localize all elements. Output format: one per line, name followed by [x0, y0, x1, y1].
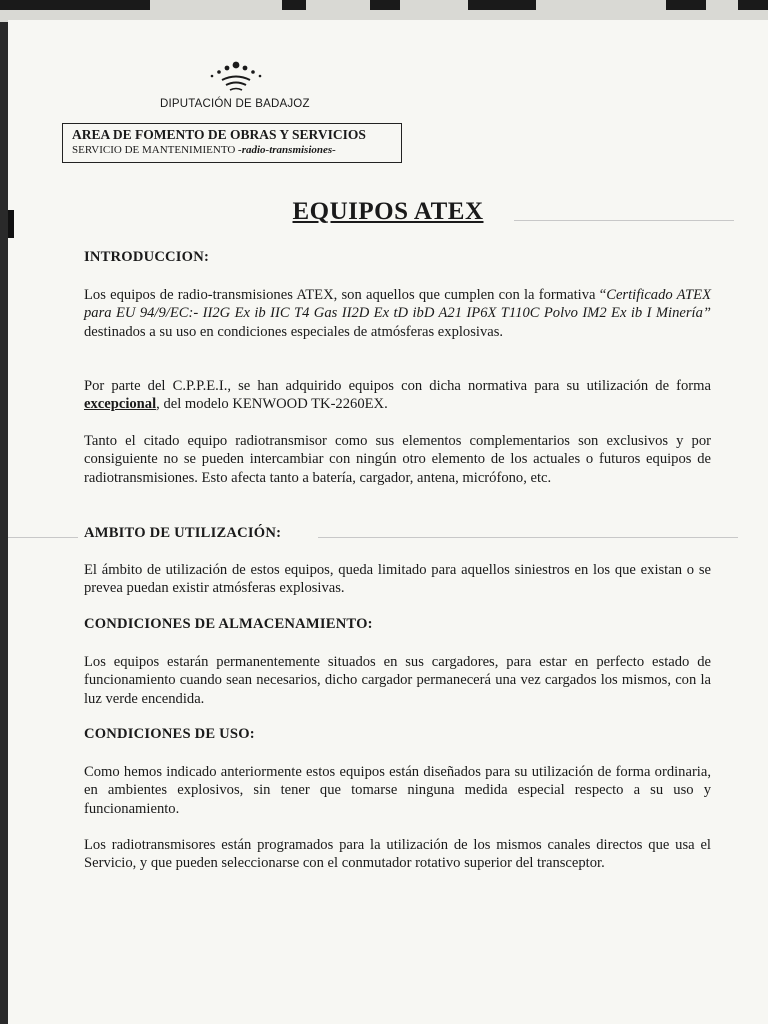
diputacion-logo-icon	[204, 60, 268, 96]
paragraph	[84, 286, 711, 341]
paragraph-text: Los equipos de radio-transmisiones ATEX, son aquellos que cumplen con la formativa “	[84, 287, 607, 303]
emphasis-text: excepcional	[84, 396, 157, 413]
section-heading: AMBITO DE UTILIZACIÓN:	[84, 525, 282, 541]
paragraph-text: Por parte del C.P.P.E.I., se han adquirido equipos con dicha normativa para su utilización de forma	[84, 378, 711, 394]
service-line	[72, 143, 392, 157]
paragraph-text: , del modelo KENWOOD TK-2260EX.	[156, 396, 388, 413]
paragraph: Los equipos estarán permanentemente situados en sus cargadores, para estar en perfecto estado de funcionamiento cuando sean necesarios, dicho cargador permanecerá una vez cargados los mismos, con la luz verde encendida.	[84, 654, 711, 707]
paragraph: Los radiotransmisores están programados para la utilización de los mismos canales directos que usa el Servicio, y que pueden seleccionarse con el conmutador rotativo superior del transceptor.	[84, 837, 711, 872]
paragraph: Como hemos indicado anteriormente estos equipos están diseñados para su utilización de forma ordinaria, en ambientes explosivos, sin tener que tomarse ninguna medida especial respecto a su uso y funcionamiento.	[84, 764, 711, 817]
paragraph-text: destinados a su uso en condiciones especiales de atmósferas explosivas.	[84, 323, 504, 340]
scan-mark	[468, 0, 536, 10]
scan-artifact-line	[514, 220, 734, 221]
document-page	[8, 20, 768, 1024]
department-name: AREA DE FOMENTO DE OBRAS Y SERVICIOS	[72, 127, 366, 142]
scan-mark	[0, 0, 150, 10]
organization-name: DIPUTACIÓN DE BADAJOZ	[160, 98, 310, 110]
certification-text: Certificado ATEX para EU 94/9/EC:- II2G Ex ib IIC T4 Gas II2D Ex tD ibD A21 IP6X T110C Polvo IM2 Ex ib I Minería”	[84, 287, 711, 322]
scan-mark	[282, 0, 306, 10]
scan-artifact-line	[318, 537, 738, 538]
scan-mark	[738, 0, 768, 10]
scan-mark	[370, 0, 400, 10]
service-subtitle: -radio-transmisiones-	[238, 144, 336, 156]
scan-top-edge	[0, 0, 768, 22]
section-heading: INTRODUCCION:	[84, 249, 210, 265]
paragraph	[84, 377, 711, 414]
department-box	[62, 123, 402, 163]
scan-artifact-line	[8, 537, 78, 538]
paragraph: Tanto el citado equipo radiotransmisor como sus elementos complementarios son exclusivos y por consiguiente no se pueden intercambiar con ningún otro elemento de los actuales o futuros equipos de radiotransmisiones. Esto afecta tanto a batería, cargador, antena, micrófono, etc.	[84, 433, 711, 486]
section-heading: CONDICIONES DE USO:	[84, 726, 255, 742]
section-heading: CONDICIONES DE ALMACENAMIENTO:	[84, 616, 373, 632]
document-title: EQUIPOS ATEX	[292, 198, 484, 225]
service-name: SERVICIO DE MANTENIMIENTO	[72, 144, 236, 156]
scan-mark	[666, 0, 706, 10]
paragraph: El ámbito de utilización de estos equipos, queda limitado para aquellos siniestros en los que existan o se prevea puedan existir atmósferas explosivas.	[84, 562, 711, 597]
